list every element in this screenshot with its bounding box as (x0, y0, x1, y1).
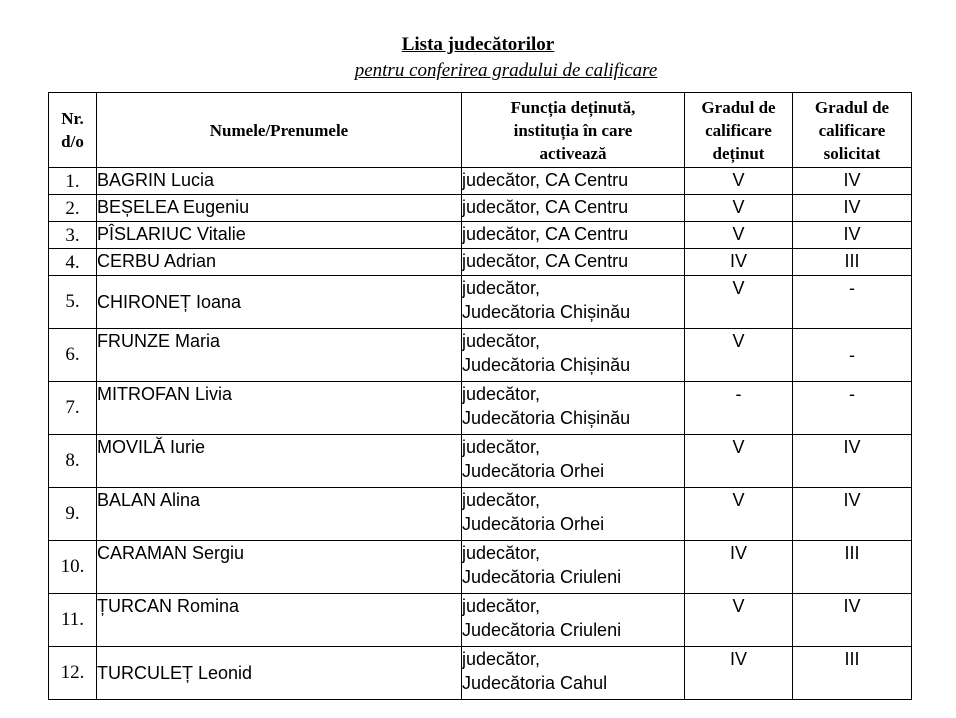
table-row (49, 382, 912, 435)
row-number: 12. (49, 647, 97, 700)
header-function (462, 93, 685, 168)
judge-function (462, 382, 685, 435)
table-row (49, 594, 912, 647)
function-line: Judecătoria Orhei (462, 461, 605, 481)
grade-requested: IV (793, 222, 912, 249)
function-line: Judecătoria Chișinău (462, 302, 631, 322)
grade-requested: - (793, 276, 912, 329)
table-header-row (49, 93, 912, 168)
function-line: judecător, CA Centru (462, 170, 629, 190)
header-nr-line: Nr. (61, 109, 84, 128)
header-nr-line: d/o (61, 132, 84, 151)
table-row (49, 222, 912, 249)
row-number: 7. (49, 382, 97, 435)
table-row (49, 195, 912, 222)
judge-name: CARAMAN Sergiu (97, 541, 462, 594)
function-line: Judecătoria Chișinău (462, 408, 631, 428)
grade-requested: IV (793, 195, 912, 222)
grade-held: V (685, 488, 793, 541)
header-grade-requested (793, 93, 912, 168)
function-line: Judecătoria Cahul (462, 673, 608, 693)
function-line: judecător, CA Centru (462, 224, 629, 244)
judge-name: BAGRIN Lucia (97, 168, 462, 195)
grade-held: IV (685, 541, 793, 594)
function-line: judecător, CA Centru (462, 197, 629, 217)
judges-table (48, 92, 912, 700)
header-nr (49, 93, 97, 168)
header-grade-held-line: calificare (705, 120, 772, 140)
judge-function (462, 541, 685, 594)
function-line: Judecătoria Chișinău (462, 355, 631, 375)
header-function-line: instituția în care (513, 120, 633, 140)
grade-requested: III (793, 249, 912, 276)
judge-name: FRUNZE Maria (97, 329, 462, 382)
judge-function (462, 276, 685, 329)
row-number: 6. (49, 329, 97, 382)
function-line: judecător, (462, 437, 541, 457)
function-line: judecător, (462, 649, 541, 669)
row-number: 8. (49, 435, 97, 488)
grade-held: V (685, 168, 793, 195)
header-grade-requested-line: Gradul de (814, 97, 890, 117)
judge-name: BEȘELEA Eugeniu (97, 195, 462, 222)
row-number: 9. (49, 488, 97, 541)
table-row (49, 647, 912, 700)
document-subtitle: pentru conferirea gradului de calificare (354, 60, 658, 81)
function-line: judecător, (462, 278, 541, 298)
row-number: 1. (49, 168, 97, 195)
header-grade-held-line: Gradul de (701, 97, 776, 117)
judge-name: MOVILĂ Iurie (97, 435, 462, 488)
table-row (49, 168, 912, 195)
grade-held: IV (685, 647, 793, 700)
judge-function (462, 594, 685, 647)
header-grade-held (685, 93, 793, 168)
grade-held: V (685, 594, 793, 647)
function-line: Judecătoria Criuleni (462, 567, 622, 587)
table-row (49, 276, 912, 329)
grade-held: V (685, 222, 793, 249)
table-row (49, 541, 912, 594)
judge-name: ȚURCAN Romina (97, 594, 462, 647)
grade-held: V (685, 329, 793, 382)
table-row (49, 249, 912, 276)
grade-requested: IV (793, 168, 912, 195)
judge-function (462, 435, 685, 488)
row-number: 4. (49, 249, 97, 276)
judge-name: MITROFAN Livia (97, 382, 462, 435)
judge-function (462, 329, 685, 382)
grade-requested: IV (793, 594, 912, 647)
function-line: judecător, (462, 490, 541, 510)
judge-function (462, 249, 685, 276)
judge-function (462, 647, 685, 700)
row-number: 5. (49, 276, 97, 329)
grade-requested: IV (793, 435, 912, 488)
judge-name: BALAN Alina (97, 488, 462, 541)
row-number: 10. (49, 541, 97, 594)
judge-function (462, 195, 685, 222)
judge-function (462, 488, 685, 541)
header-grade-held-line: deținut (712, 143, 765, 163)
header-grade-requested-line: solicitat (823, 143, 881, 163)
document-title: Lista judecătorilor (401, 34, 555, 55)
judge-name: CHIRONEȚ Ioana (97, 276, 462, 329)
grade-held: - (685, 382, 793, 435)
grade-requested: - (793, 382, 912, 435)
header-function-line: Funcția deținută, (510, 97, 636, 117)
row-number: 2. (49, 195, 97, 222)
grade-requested: - (793, 329, 912, 382)
row-number: 11. (49, 594, 97, 647)
grade-held: V (685, 276, 793, 329)
function-line: judecător, (462, 384, 541, 404)
row-number: 3. (49, 222, 97, 249)
judge-name: TURCULEȚ Leonid (97, 647, 462, 700)
function-line: judecător, (462, 331, 541, 351)
grade-requested: III (793, 541, 912, 594)
grade-held: V (685, 195, 793, 222)
function-line: Judecătoria Orhei (462, 514, 605, 534)
function-line: judecător, (462, 596, 541, 616)
grade-requested: IV (793, 488, 912, 541)
header-function-line: activează (539, 143, 607, 163)
header-name: Numele/Prenumele (97, 93, 462, 168)
judge-name: PÎSLARIUC Vitalie (97, 222, 462, 249)
judge-name: CERBU Adrian (97, 249, 462, 276)
function-line: Judecătoria Criuleni (462, 620, 622, 640)
grade-held: IV (685, 249, 793, 276)
grade-requested: III (793, 647, 912, 700)
function-line: judecător, CA Centru (462, 251, 629, 271)
judge-function (462, 168, 685, 195)
header-grade-requested-line: calificare (818, 120, 886, 140)
table-row (49, 329, 912, 382)
grade-held: V (685, 435, 793, 488)
function-line: judecător, (462, 543, 541, 563)
table-row (49, 435, 912, 488)
table-row (49, 488, 912, 541)
judge-function (462, 222, 685, 249)
